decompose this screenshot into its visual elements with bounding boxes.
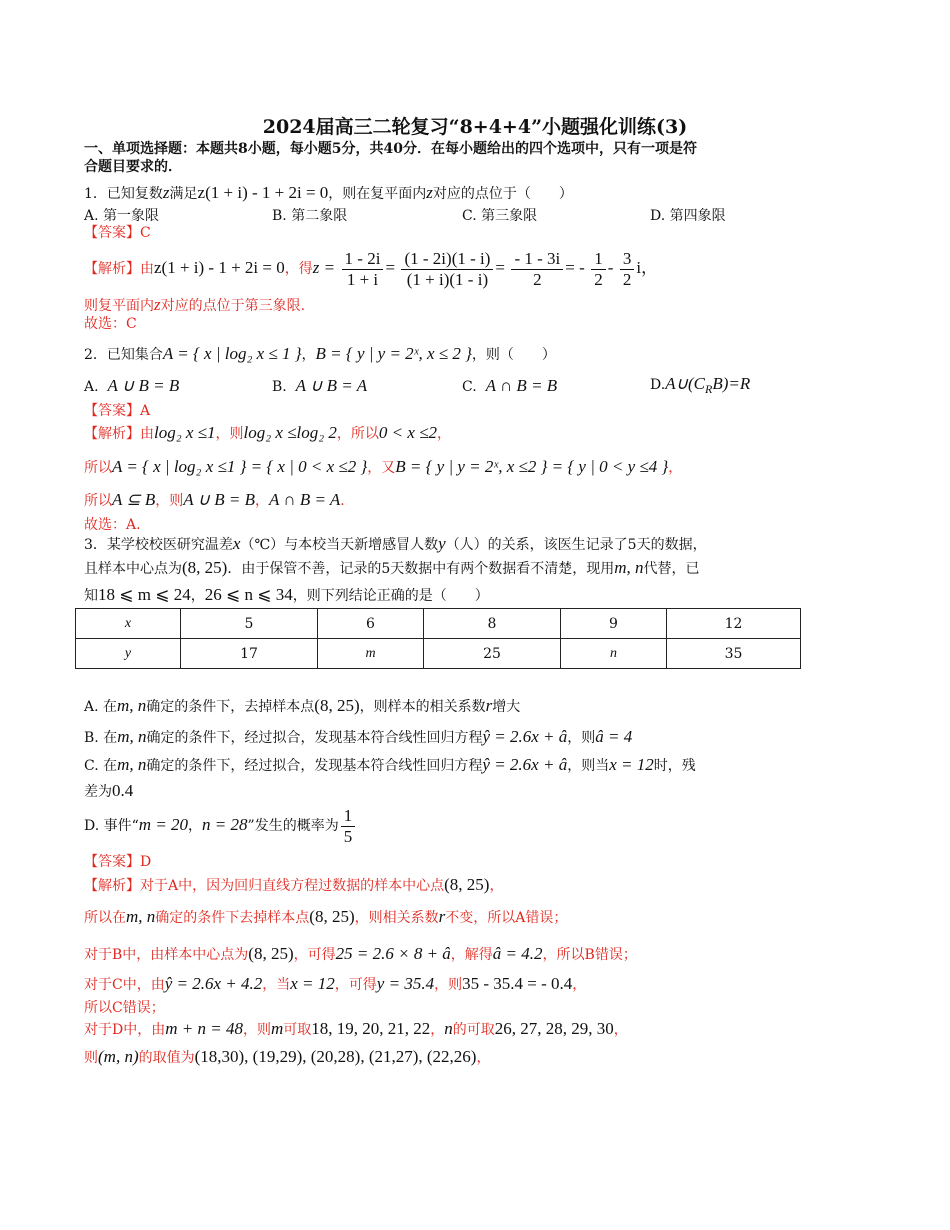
q3-solution-7: 则(m, n)的取值为(18,30), (19,29), (20,28), (21,27), (22,26)，	[84, 1047, 491, 1066]
q2-answer: 【答案】A	[84, 403, 151, 419]
section-heading-cont: 合题目要求的．	[84, 159, 182, 175]
q3-option-b: B. 在m, n确定的条件下，经过拟合，发现基本符合线性回归方程ŷ = 2.6x + â，则â = 4	[84, 727, 633, 746]
q3-option-a: A. 在m, n确定的条件下，去掉样本点(8, 25)，则样本的相关系数r增大	[84, 696, 521, 715]
q3-answer: 【答案】D	[84, 854, 152, 870]
q3-stem-3: 知18 ⩽ m ⩽ 24，26 ⩽ n ⩽ 34，则下列结论正确的是（ ）	[84, 585, 489, 604]
q3-option-d: D. 事件“m = 20，n = 28”发生的概率为 $\frac{1}{5}$	[84, 800, 357, 851]
q1-solution: 【解析】由z(1 + i) - 1 + 2i = 0，得z = $\frac{1 - 2i}{1 + i}$ = $\frac{(1 - 2i)(1 - i)}{(1 + i)(1 - i)}$ = $\frac{- 1 - 3i}{2}$ = - $\frac{1}{2}$ - $\frac{3}{2}$ i，	[84, 248, 659, 289]
q1-stem: 1．已知复数z满足z(1 + i) - 1 + 2i = 0，则在复平面内z对应的点位于（ ）	[84, 183, 573, 202]
q1-option-b: B. 第二象限	[272, 208, 348, 224]
q2-solution-3: 所以A ⊆ B，则A ∪ B = B，A ∩ B = A.	[84, 490, 345, 509]
fraction: $\frac{(1 - 2i)(1 - i)}{(1 + i)(1 - i)}$	[401, 249, 493, 290]
q1-solution-2: 则复平面内z对应的点位于第三象限.	[84, 295, 306, 314]
data-table	[75, 608, 801, 669]
page-title: 2024届高三二轮复习“8+4+4”小题强化训练(3)	[262, 116, 688, 138]
q3-stem-1: 3．某学校校医研究温差x（℃）与本校当天新增感冒人数y（人）的关系，该医生记录了5天的数据，	[84, 534, 707, 553]
q2-solution-1: 【解析】由log₂ x ≤1，则log₂ x ≤log₂ 2，所以0 < x ≤2，	[84, 423, 452, 442]
fraction: $\frac{3}{2}$	[620, 249, 635, 290]
section-heading: 一、单项选择题：本题共8小题，每小题5分，共40分．在每小题给出的四个选项中，只有一项是符	[84, 141, 697, 157]
q2-option-a: A. A ∪ B = B	[84, 376, 180, 395]
fraction: $\frac{- 1 - 3i}{2}$	[511, 249, 563, 290]
q3-solution-4: 对于C中，由ŷ = 2.6x + 4.2，当x = 12，可得y = 35.4，则35 - 35.4 = - 0.4，	[84, 974, 587, 993]
q3-solution-5: 所以C错误；	[84, 1000, 165, 1016]
q3-solution-1: 【解析】对于A中，因为回归直线方程过数据的样本中心点(8, 25)，	[84, 875, 504, 894]
q3-solution-2: 所以在m, n确定的条件下去掉样本点(8, 25)，则相关系数r不变，所以A错误；	[84, 907, 568, 926]
q2-solution-2: 所以A = { x | log₂ x ≤1 } = { x | 0 < x ≤2 }，又B = { y | y = 2ˣ, x ≤2 } = { y | 0 < y ≤4 }，	[84, 457, 683, 476]
fraction: $\frac{1}{5}$	[341, 806, 356, 847]
q3-option-c-cont: 差为0.4	[84, 781, 134, 800]
table-row: y 17 m 25 n 35	[76, 639, 801, 669]
q2-option-b: B. A ∪ B = A	[272, 376, 368, 395]
q1-answer: 【答案】C	[84, 225, 151, 241]
q3-stem-2: 且样本中心点为(8, 25)．由于保管不善，记录的5天数据中有两个数据看不清楚，现用m, n代替，已	[84, 558, 700, 577]
q2-option-c: C. A ∩ B = B	[462, 376, 558, 395]
q3-solution-3: 对于B中，由样本中心点为(8, 25)，可得25 = 2.6 × 8 + â，解得â = 4.2，所以B错误；	[84, 944, 637, 963]
q2-conclusion: 故选：A.	[84, 517, 141, 533]
q1-option-a: A. 第一象限	[84, 208, 160, 224]
q1-option-c: C. 第三象限	[462, 208, 538, 224]
q3-option-c: C. 在m, n确定的条件下，经过拟合，发现基本符合线性回归方程ŷ = 2.6x + â，则当x = 12时，残	[84, 755, 696, 774]
q1-conclusion: 故选：C	[84, 316, 137, 332]
q2-option-d: $D.A\cup(C_RB)=R$	[650, 374, 751, 396]
table-row: x 5 6 8 9 12	[76, 609, 801, 639]
q2-stem: 2．已知集合A = { x | log₂ x ≤ 1 }，B = { y | y = 2ˣ, x ≤ 2 }，则（ ）	[84, 344, 556, 363]
q1-option-d: D. 第四象限	[650, 208, 726, 224]
q3-solution-6: 对于D中，由m + n = 48，则m可取18, 19, 20, 21, 22，n的可取26, 27, 28, 29, 30，	[84, 1019, 628, 1038]
fraction: $\frac{1 - 2i}{1 + i}$	[342, 249, 384, 290]
fraction: $\frac{1}{2}$	[591, 249, 606, 290]
